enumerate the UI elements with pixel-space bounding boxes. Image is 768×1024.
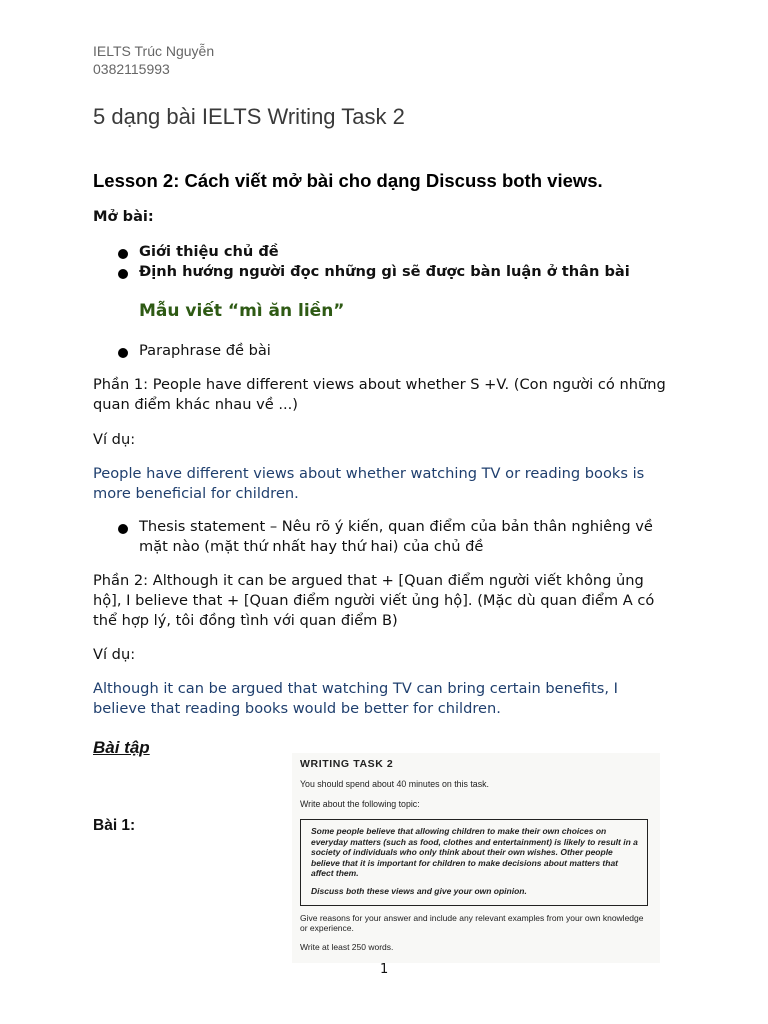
task-question: Discuss both these views and give your own opinion.	[311, 886, 527, 896]
exercise-label: Bài 1:	[93, 817, 136, 834]
bullet-icon	[118, 249, 128, 259]
part2-text: Phần 2: Although it can be argued that + [Quan điểm người viết không ủng hộ], I believe that + [Quan điểm người viết ủng hộ]. (Mặc dù quan điểm A có thể hợp lý, tôi đồng tình với quan điểm B)	[93, 572, 655, 629]
header-phone: 0382115993	[93, 61, 170, 77]
bullet-icon	[118, 524, 128, 534]
example-text: People have different views about whether watching TV or reading books is more beneficial for children.	[93, 465, 645, 502]
intro-label: Mở bài:	[93, 208, 154, 225]
task-prompt-box	[300, 819, 648, 906]
page-number: 1	[380, 962, 389, 977]
task-reasons: Give reasons for your answer and include any relevant examples from your own knowledge or experience.	[300, 913, 644, 933]
bullet-icon	[118, 269, 128, 279]
page-title: 5 dạng bài IELTS Writing Task 2	[93, 104, 405, 129]
task-image	[292, 753, 660, 963]
template-heading: Mẫu viết “mì ăn liền”	[139, 301, 345, 321]
lesson-heading: Lesson 2: Cách viết mở bài cho dạng Discuss both views.	[93, 170, 603, 191]
example-text: Although it can be argued that watching TV can bring certain benefits, I believe that reading books would be better for children.	[93, 680, 618, 717]
task-time: You should spend about 40 minutes on this task.	[300, 779, 489, 789]
exercise-heading: Bài tập	[93, 738, 150, 757]
example-label: Ví dụ:	[93, 646, 136, 663]
header-author: IELTS Trúc Nguyễn	[93, 43, 215, 59]
bullet-icon	[118, 348, 128, 358]
task-prompt: Some people believe that allowing children to make their own choices on everyday matters (such as food, clothes and entertainment) is likely to result in a society of individuals who only think about their own wishes. Other people believe that it is important for children to make decisions about matters that affect them.	[311, 826, 638, 878]
task-instruction: Write about the following topic:	[300, 799, 420, 809]
part1-text: Phần 1: People have different views about whether S +V. (Con người có những quan điểm khác nhau về ...)	[93, 376, 666, 413]
example-label: Ví dụ:	[93, 431, 136, 448]
task-heading: WRITING TASK 2	[300, 758, 394, 770]
task-words: Write at least 250 words.	[300, 942, 394, 952]
